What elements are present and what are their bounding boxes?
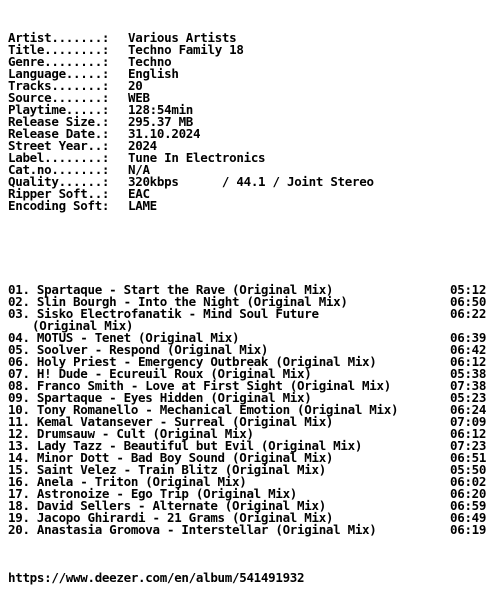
info-key: Release Size.: <box>8 114 117 129</box>
info-key: Release Date.: <box>8 126 117 141</box>
info-value: 31.10.2024 <box>128 126 201 141</box>
track-title: 12. Drumsauw - Cult (Original Mix) <box>8 426 254 441</box>
track-row <box>8 500 492 512</box>
info-key: Title........: <box>8 42 117 57</box>
track-duration: 06:22 <box>450 306 487 321</box>
info-value: 20 <box>128 78 143 93</box>
info-key: Quality......: <box>8 174 117 189</box>
track-duration: 06:49 <box>450 510 487 525</box>
info-value: Techno Family 18 <box>128 42 244 57</box>
track-duration: 06:24 <box>450 402 487 417</box>
tracklist <box>8 284 492 536</box>
track-title: 14. Minor Dott - Bad Boy Sound (Original Mix) <box>8 450 334 465</box>
track-title: 01. Spartaque - Start the Rave (Original Mix) <box>8 282 334 297</box>
info-value: N/A <box>128 162 150 177</box>
track-title: 20. Anastasia Gromova - Interstellar (Original Mix) <box>8 522 377 537</box>
track-duration: 06:12 <box>450 354 487 369</box>
track-title-continuation: (Original Mix) <box>32 318 134 333</box>
info-value: 2024 <box>128 138 157 153</box>
track-duration: 06:39 <box>450 330 487 345</box>
track-title: 17. Astronoize - Ego Trip (Original Mix) <box>8 486 298 501</box>
track-duration: 07:38 <box>450 378 487 393</box>
track-duration: 05:50 <box>450 462 487 477</box>
spacer <box>8 236 492 260</box>
release-info-block <box>8 32 492 212</box>
track-title: 16. Anela - Triton (Original Mix) <box>8 474 247 489</box>
track-duration: 05:38 <box>450 366 487 381</box>
track-duration: 06:19 <box>450 522 487 537</box>
track-duration: 06:20 <box>450 486 487 501</box>
track-title: 08. Franco Smith - Love at First Sight (Original Mix) <box>8 378 391 393</box>
track-duration: 06:51 <box>450 450 487 465</box>
info-value: Tune In Electronics <box>128 150 266 165</box>
info-value: Various Artists <box>128 30 237 45</box>
info-key: Tracks.......: <box>8 78 117 93</box>
info-value: EAC <box>128 186 150 201</box>
info-key: Language.....: <box>8 66 117 81</box>
info-key: Encoding Soft: <box>8 198 117 213</box>
track-duration: 07:09 <box>450 414 487 429</box>
track-title: 15. Saint Velez - Train Blitz (Original Mix) <box>8 462 326 477</box>
info-row <box>8 200 492 212</box>
track-title: 03. Sisko Electrofanatik - Mind Soul Future <box>8 306 319 321</box>
nfo-text-document <box>8 8 492 596</box>
track-title: 10. Tony Romanello - Mechanical Emotion (Original Mix) <box>8 402 399 417</box>
track-title: 04. MOTUS - Tenet (Original Mix) <box>8 330 240 345</box>
track-title: 02. Slin Bourgh - Into the Night (Original Mix) <box>8 294 348 309</box>
info-key: Source.......: <box>8 90 117 105</box>
track-row <box>8 524 492 536</box>
info-key: Cat.no.......: <box>8 162 117 177</box>
track-duration: 06:50 <box>450 294 487 309</box>
track-title: 07. H! Dude - Ecureuil Roux (Original Mix) <box>8 366 312 381</box>
track-duration: 06:12 <box>450 426 487 441</box>
info-value: 295.37 MB <box>128 114 194 129</box>
info-value: LAME <box>128 198 157 213</box>
info-value: 320kbps / 44.1 / Joint Stereo <box>128 174 374 189</box>
info-value: WEB <box>128 90 150 105</box>
track-title: 18. David Sellers - Alternate (Original Mix) <box>8 498 326 513</box>
info-key: Playtime.....: <box>8 102 117 117</box>
info-value: 128:54min <box>128 102 194 117</box>
album-url: https://www.deezer.com/en/album/541491932 <box>8 570 305 585</box>
info-value: Techno <box>128 54 172 69</box>
info-key: Artist.......: <box>8 30 117 45</box>
track-row <box>8 512 492 524</box>
track-duration: 06:42 <box>450 342 487 357</box>
track-title: 05. Soolver - Respond (Original Mix) <box>8 342 269 357</box>
track-duration: 05:12 <box>450 282 487 297</box>
track-title: 13. Lady Tazz - Beautiful but Evil (Original Mix) <box>8 438 363 453</box>
track-title: 11. Kemal Vatansever - Surreal (Original Mix) <box>8 414 334 429</box>
track-title: 06. Holy Priest - Emergency Outbreak (Original Mix) <box>8 354 377 369</box>
info-key: Label........: <box>8 150 117 165</box>
info-key: Genre........: <box>8 54 117 69</box>
track-duration: 05:23 <box>450 390 487 405</box>
info-key: Ripper Soft..: <box>8 186 117 201</box>
track-title: 09. Spartaque - Eyes Hidden (Original Mix) <box>8 390 312 405</box>
info-value: English <box>128 66 179 81</box>
track-duration: 06:59 <box>450 498 487 513</box>
track-duration: 06:02 <box>450 474 487 489</box>
track-title: 19. Jacopo Ghirardi - 21 Grams (Original Mix) <box>8 510 334 525</box>
info-key: Street Year..: <box>8 138 117 153</box>
track-duration: 07:23 <box>450 438 487 453</box>
